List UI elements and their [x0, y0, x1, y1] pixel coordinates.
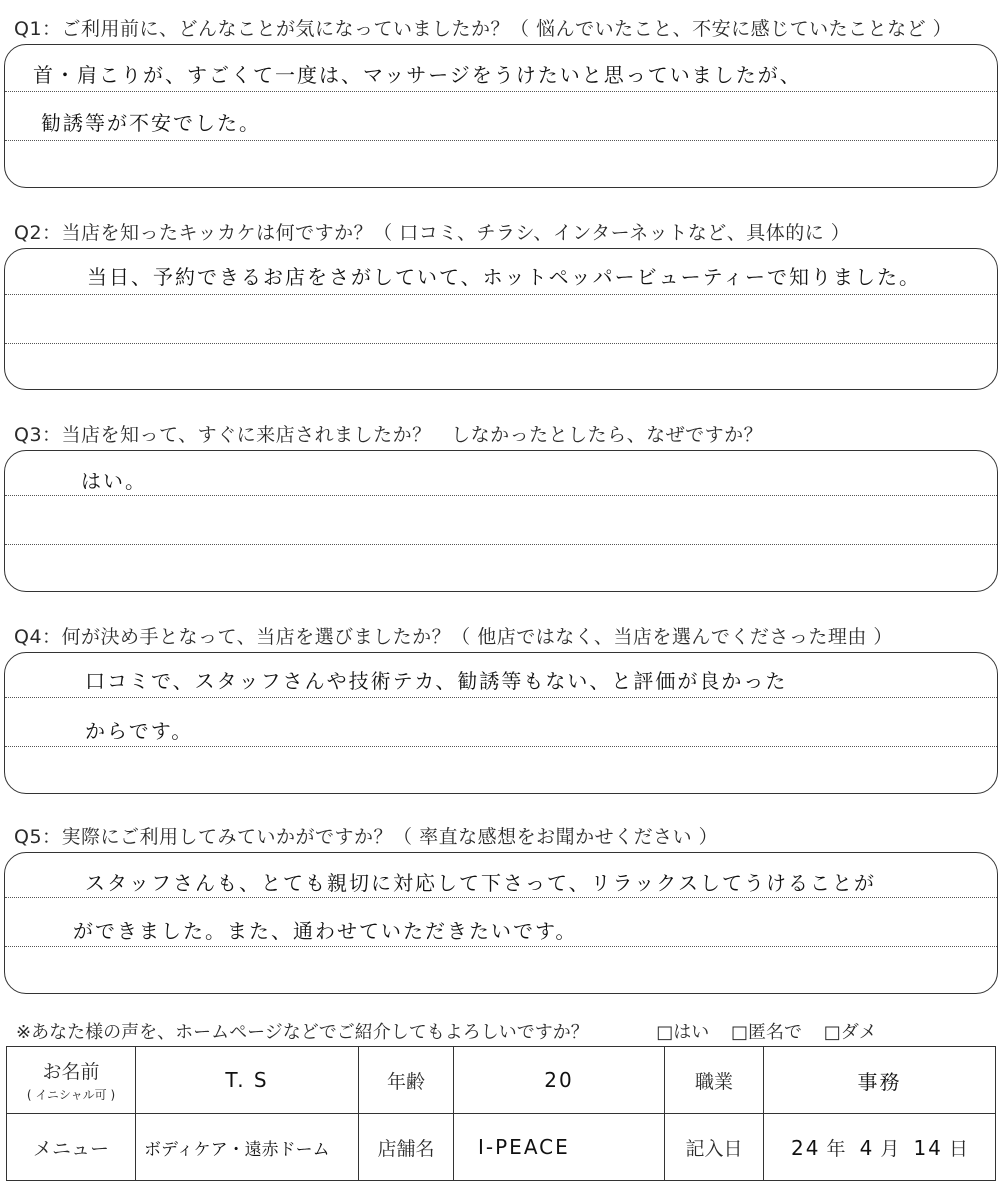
name-sub-label: ( イニシャル可 ): [26, 1088, 116, 1102]
q1-answer-line-2: 勧誘等が不安でした。: [41, 111, 261, 135]
q5-answer-line-1: スタッフさんも、とても親切に対応して下さって、リラックスしてうけることが: [85, 871, 876, 895]
name-value: T. S: [225, 1068, 269, 1092]
age-label-cell: [359, 1047, 454, 1114]
date-label-cell: [665, 1114, 764, 1181]
q4-line-1: [5, 697, 997, 698]
q4-label: Q4：何が決め手となって、当店を選びましたか？（ 他店ではなく、当店を選んでくださった理由 ）: [14, 626, 893, 648]
info-table: [6, 1046, 996, 1181]
q2-line-2: [5, 343, 997, 344]
q5-label: Q5：実際にご利用してみていかがですか？（ 率直な感想をお聞かせください ）: [14, 826, 719, 848]
date-year-unit: 年: [826, 1137, 846, 1160]
q1-label: Q1：ご利用前に、どんなことが気になっていましたか？（ 悩んでいたこと、不安に感じていたことなど ）: [14, 18, 953, 40]
q4-line-2: [5, 746, 997, 747]
job-value: 事務: [857, 1069, 902, 1094]
q3-line-1: [5, 495, 997, 496]
consent-text: ※あなた様の声を、ホームページなどでご紹介してもよろしいですか？: [16, 1022, 589, 1043]
q1-answer-box: [4, 44, 998, 188]
q5-answer-line-2: ができました。また、通わせていただきたいです。: [73, 919, 578, 943]
age-label: 年齢: [386, 1070, 425, 1093]
consent-option-yes[interactable]: □はい: [656, 1022, 710, 1043]
q5-answer-box: [4, 852, 998, 994]
q4-answer-line-1: 口コミで、スタッフさんや技術テカ、勧誘等もない、と評価が良かった: [85, 669, 788, 693]
consent-option-anonymous[interactable]: □匿名で: [730, 1022, 802, 1043]
q3-answer-line-1: はい。: [81, 469, 147, 493]
q2-answer-line-1: 当日、予約できるお店をさがしていて、ホットペッパービューティーで知りました。: [87, 265, 921, 289]
q3-answer-box: [4, 450, 998, 592]
q1-line-1: [5, 91, 997, 92]
q4-answer-line-2: からです。: [85, 719, 194, 743]
job-label: 職業: [694, 1070, 733, 1093]
menu-label-cell: [7, 1114, 136, 1181]
consent-option-no[interactable]: □ダメ: [823, 1022, 877, 1043]
job-label-cell: [665, 1047, 764, 1114]
info-row-1: [7, 1047, 996, 1114]
job-value-cell: [764, 1047, 996, 1114]
q2-label: Q2：当店を知ったキッカケは何ですか？（ 口コミ、チラシ、インターネットなど、具体的に ）: [14, 222, 851, 244]
date-day: 14: [913, 1135, 943, 1160]
date-label: 記入日: [685, 1137, 743, 1160]
q3-label: Q3：当店を知って、すぐに来店されましたか？ しなかったとしたら、なぜですか？: [14, 424, 764, 446]
age-value: 20: [544, 1068, 574, 1092]
store-value: I-PEACE: [478, 1135, 570, 1159]
q1-line-2: [5, 140, 997, 141]
date-year: 24: [791, 1135, 821, 1160]
name-label-cell: [7, 1047, 136, 1114]
date-value-cell: [764, 1114, 996, 1181]
q5-line-1: [5, 897, 997, 898]
store-label-cell: [359, 1114, 454, 1181]
q1-answer-line-1: 首・肩こりが、すごくて一度は、マッサージをうけたいと思っていましたが、: [33, 63, 802, 87]
age-value-cell: [454, 1047, 665, 1114]
q2-answer-box: [4, 248, 998, 390]
store-value-cell: [454, 1114, 665, 1181]
date-day-unit: 日: [948, 1137, 968, 1160]
date-month-unit: 月: [880, 1137, 900, 1160]
date-month: 4: [859, 1135, 875, 1160]
consent-question: [16, 1018, 877, 1044]
q2-line-1: [5, 294, 997, 295]
menu-value-cell: [136, 1114, 359, 1181]
menu-value: ボディケア・遠赤ドーム: [144, 1139, 330, 1160]
name-value-cell: [136, 1047, 359, 1114]
menu-label: メニュー: [32, 1137, 109, 1160]
name-label: お名前: [42, 1061, 100, 1083]
q3-line-2: [5, 544, 997, 545]
info-row-2: [7, 1114, 996, 1181]
q4-answer-box: [4, 652, 998, 794]
q5-line-2: [5, 946, 997, 947]
store-label: 店舗名: [377, 1137, 435, 1160]
